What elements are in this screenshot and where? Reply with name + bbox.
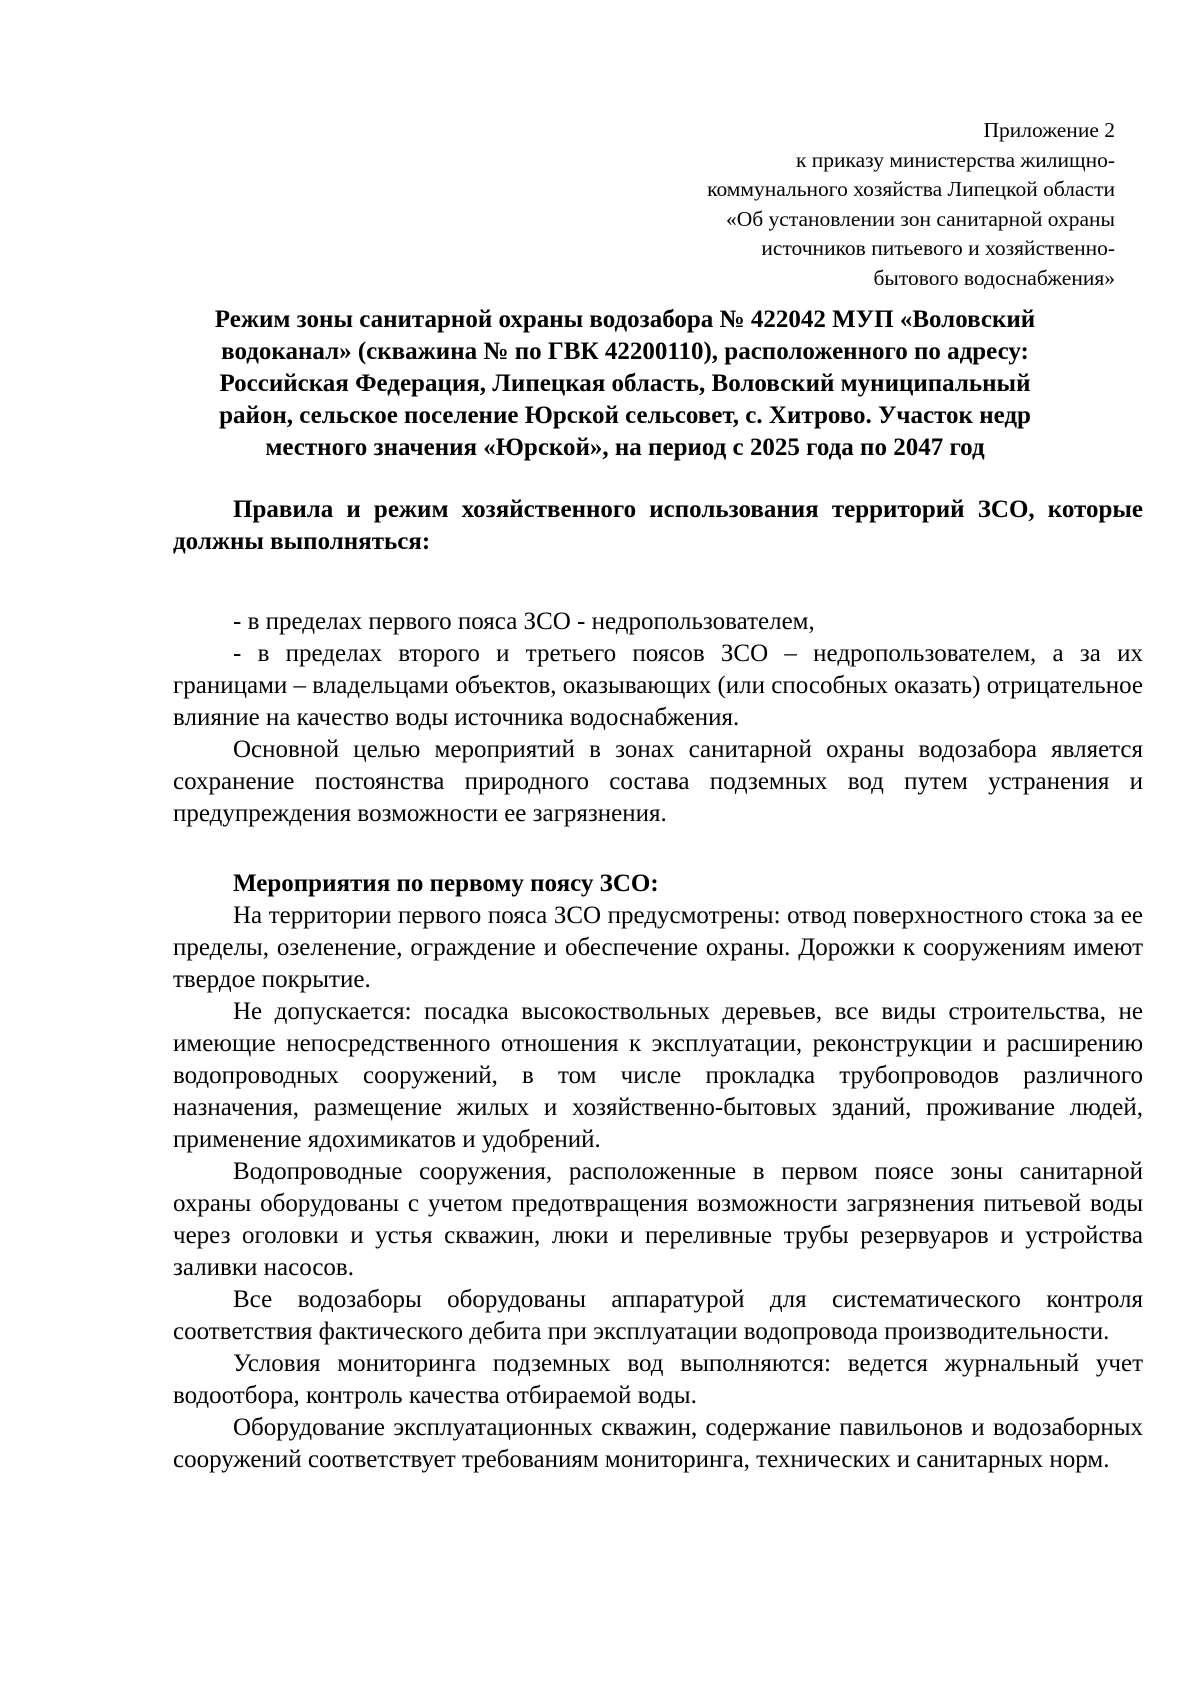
paragraph: Все водозаборы оборудованы аппаратурой для систематического контроля соответствия фактического дебита при эксплуатации водопровода производительности. — [173, 1286, 1143, 1345]
document-title — [140, 304, 1110, 464]
appendix-line: Приложение 2 — [983, 118, 1115, 142]
paragraph: - в пределах второго и третьего поясов ЗСО – недропользователем, а за их границами – владельцами объектов, оказывающих (или способных оказать) отрицательное влияние на качество воды источника водоснабжения. — [173, 640, 1143, 731]
appendix-line: бытового водоснабжения» — [873, 265, 1115, 290]
paragraph: Водопроводные сооружения, расположенные в первом поясе зоны санитарной охраны оборудованы с учетом предотвращения возможности загрязнения питьевой воды через оголовки и устья скважин, люки и переливные трубы резервуаров и устройства заливки насосов. — [173, 1158, 1143, 1281]
paragraph: На территории первого пояса ЗСО предусмотрены: отвод поверхностного стока за ее пределы, озеленение, ограждение и обеспечение охраны. Дорожки к сооружениям имеют твердое покрытие. — [173, 902, 1143, 993]
title-line: водоканал» (скважина № по ГВК 42200110), расположенного по адресу: — [221, 338, 1029, 365]
rules-heading: Правила и режим хозяйственного использования территорий ЗСО, которые должны выполняться: — [173, 496, 1143, 555]
paragraph: - в пределах первого пояса ЗСО - недропользователем, — [233, 608, 815, 635]
title-line: Российская Федерация, Липецкая область, Воловский муниципальный — [219, 370, 1031, 397]
rules-section — [173, 606, 1143, 830]
measures-section — [173, 900, 1143, 1476]
paragraph: Не допускается: посадка высокоствольных деревьев, все виды строительства, не имеющие непосредственного отношения к эксплуатации, реконструкции и расширению водопроводных сооружений, в том числе прокладка трубопроводов различного назначения, размещение жилых и хозяйственно-бытовых зданий, проживание людей, применение ядохимикатов и удобрений. — [173, 998, 1143, 1153]
title-line: местного значения «Юрской», на период с 2025 года по 2047 год — [265, 434, 985, 461]
appendix-block — [595, 116, 1115, 293]
appendix-line: источников питьевого и хозяйственно- — [761, 236, 1115, 260]
paragraph: Условия мониторинга подземных вод выполняются: ведется журнальный учет водоотбора, контроль качества отбираемой воды. — [173, 1350, 1143, 1409]
title-line: район, сельское поселение Юрской сельсовет, с. Хитрово. Участок недр — [219, 402, 1031, 429]
appendix-line: к приказу министерства жилищно- — [795, 147, 1115, 172]
appendix-line: коммунального хозяйства Липецкой области — [707, 177, 1115, 201]
appendix-line: «Об установлении зон санитарной охраны — [725, 206, 1115, 231]
paragraph: Основной целью мероприятий в зонах санитарной охраны водозабора является сохранение постоянства природного состава подземных вод путем устранения и предупреждения возможности ее загрязнения. — [173, 736, 1143, 827]
measures-heading: Мероприятия по первому поясу ЗСО: — [233, 870, 659, 897]
title-line: Режим зоны санитарной охраны водозабора № 422042 МУП «Воловский — [214, 306, 1036, 333]
paragraph: Оборудование эксплуатационных скважин, содержание павильонов и водозаборных сооружений соответствует требованиям мониторинга, технических и санитарных норм. — [173, 1414, 1143, 1473]
